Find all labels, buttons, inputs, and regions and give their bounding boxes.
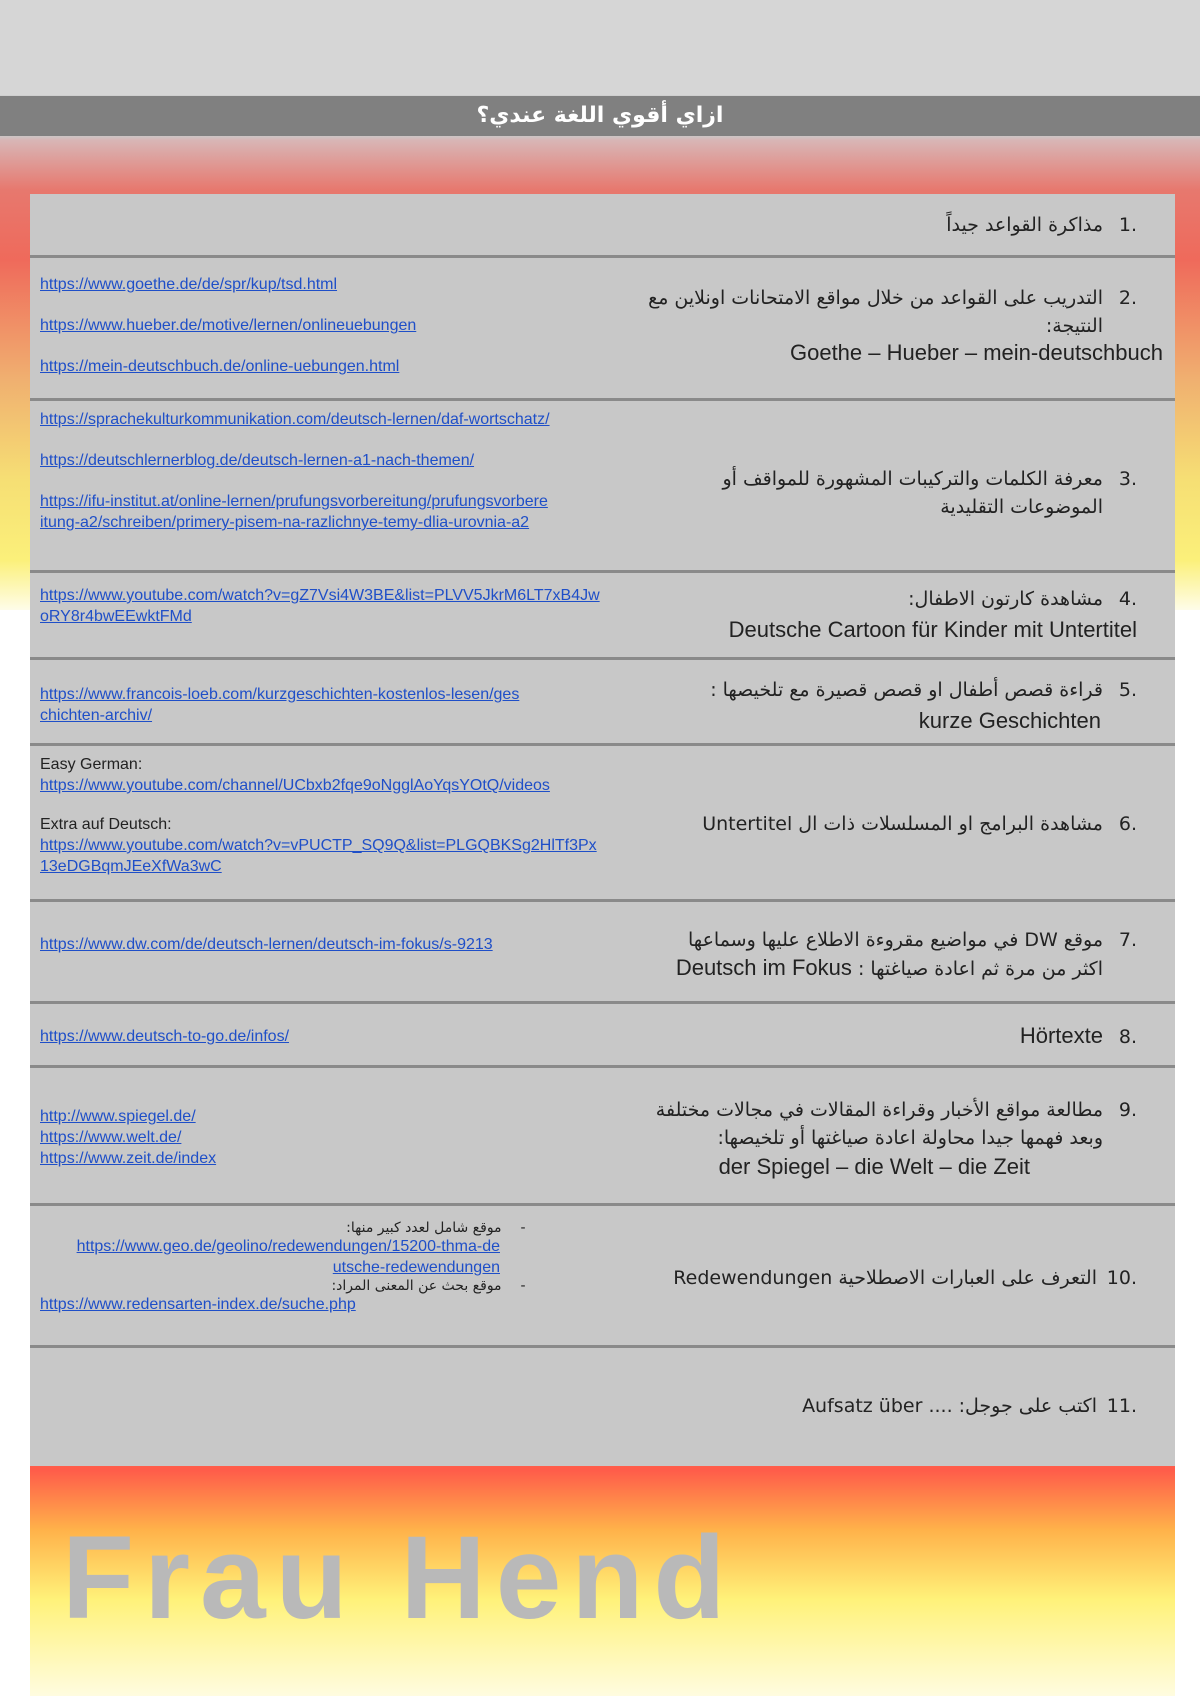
page-margin-left — [0, 610, 30, 1696]
row-number: .10 — [1106, 1267, 1137, 1289]
row-number: .9 — [1118, 1099, 1137, 1121]
link-mein-deutschbuch[interactable]: https://mein-deutschbuch.de/online-uebungen.html — [40, 358, 400, 375]
table-row — [30, 1348, 1175, 1466]
row-text: اكثر من مرة ثم اعادة صياغتها : — [857, 958, 1103, 980]
sites-names: Goethe – Hueber – mein-deutschbuch — [789, 340, 1163, 365]
hoertexte-label: Hörtexte — [1019, 1023, 1103, 1048]
sub-item: - موقع بحث عن المعنى المراد: — [331, 1278, 526, 1294]
row-number: .2 — [1118, 287, 1137, 309]
link-dw[interactable]: https://www.dw.com/de/deutsch-lernen/deutsch-im-fokus/s-9213 — [40, 936, 493, 953]
row-number: .8 — [1118, 1026, 1137, 1048]
watermark-logo: Frau Hend — [62, 1512, 736, 1644]
cartoon-label: Deutsche Cartoon für Kinder mit Untertitel — [728, 617, 1137, 642]
table-row — [30, 1206, 1175, 1348]
row-text: قراءة قصص أطفال او قصص قصيرة مع تلخيصها : — [710, 679, 1103, 701]
row-text: الموضوعات التقليدية — [940, 496, 1103, 518]
row-text: التعرف على العبارات الاصطلاحية Redewendungen — [673, 1267, 1097, 1289]
table-row — [30, 1004, 1175, 1068]
link-goethe[interactable]: https://www.goethe.de/de/spr/kup/tsd.html — [40, 276, 338, 293]
newspapers-label: der Spiegel – die Welt – die Zeit — [718, 1154, 1030, 1179]
extra-auf-deutsch-label: Extra auf Deutsch: — [40, 816, 172, 833]
row-text: مذاكرة القواعد جيداً — [946, 214, 1103, 236]
link-deutsch-to-go[interactable]: https://www.deutsch-to-go.de/infos/ — [40, 1028, 290, 1045]
link-youtube-cartoon[interactable]: https://www.youtube.com/watch?v=gZ7Vsi4W3BE&list=PLVV5JkrM6LT7xB4JwoRY8r4bwEEwktFMd — [40, 587, 600, 625]
row-text: النتيجة: — [1045, 315, 1103, 337]
link-sprachekultur[interactable]: https://sprachekulturkommunikation.com/deutsch-lernen/daf-wortschatz/ — [40, 411, 550, 428]
sub-item: - موقع شامل لعدد كبير منها: — [346, 1220, 526, 1236]
table-row — [30, 660, 1175, 746]
table-row — [30, 194, 1175, 258]
link-welt[interactable]: https://www.welt.de/ — [40, 1129, 182, 1146]
row-number: .4 — [1118, 588, 1137, 610]
row-text: وبعد فهمها جيدا محاولة اعادة صياغتها أو تلخيصها: — [717, 1127, 1103, 1149]
table-row — [30, 573, 1175, 660]
row-text: اكتب على جوجل: .... Aufsatz über — [802, 1395, 1097, 1417]
link-spiegel[interactable]: http://www.spiegel.de/ — [40, 1108, 196, 1125]
link-geolino[interactable]: https://www.geo.de/geolino/redewendungen/15200-thma-deutsche-redewendungen — [76, 1238, 500, 1276]
page-title: ازاي أقوي اللغة عندي؟ — [0, 96, 1200, 136]
row-text: موقع DW في مواضيع مقروءة الاطلاع عليها وسماعها — [688, 929, 1103, 951]
row-text: مشاهدة كارتون الاطفال: — [908, 588, 1103, 610]
link-easy-german[interactable]: https://www.youtube.com/channel/UCbxb2fqe9oNgglAoYqsYOtQ/videos — [40, 777, 550, 794]
link-ifu-institut[interactable]: https://ifu-institut.at/online-lernen/prufungsvorbereitung/prufungsvorbereitung-a2/schreiben/primery-pisem-na-razlichnye-temy-dlia-urovnia-a2 — [40, 493, 548, 531]
tips-table — [30, 194, 1175, 1466]
row-number: .3 — [1118, 468, 1137, 490]
row-number: .7 — [1118, 929, 1137, 951]
row-number: .11 — [1106, 1395, 1137, 1417]
link-zeit[interactable]: https://www.zeit.de/index — [40, 1150, 217, 1167]
sub-item-text: موقع بحث عن المعنى المراد: — [331, 1278, 502, 1294]
table-row — [30, 401, 1175, 573]
page-margin-right — [1175, 610, 1200, 1696]
row-text: التدريب على القواعد من خلال مواقع الامتحانات اونلاين مع — [648, 287, 1103, 309]
link-hueber[interactable]: https://www.hueber.de/motive/lernen/onlineuebungen — [40, 317, 417, 334]
table-row — [30, 258, 1175, 401]
table-row — [30, 1068, 1175, 1206]
row-text: مطالعة مواقع الأخبار وقراءة المقالات في مجالات مختلفة — [655, 1099, 1103, 1121]
table-row — [30, 746, 1175, 902]
link-deutschlernerblog[interactable]: https://deutschlernerblog.de/deutsch-lernen-a1-nach-themen/ — [40, 452, 475, 469]
sub-item-text: موقع شامل لعدد كبير منها: — [346, 1220, 502, 1236]
row-number: .5 — [1118, 679, 1137, 701]
row-text: مشاهدة البرامج او المسلسلات ذات ال Untertitel — [702, 813, 1103, 835]
table-row — [30, 902, 1175, 1004]
row-text: معرفة الكلمات والتركيبات المشهورة للمواقف أو — [722, 468, 1103, 490]
row-number: .1 — [1118, 214, 1137, 236]
row-number: .6 — [1118, 813, 1137, 835]
link-francois-loeb[interactable]: https://www.francois-loeb.com/kurzgeschichten-kostenlos-lesen/geschichten-archiv/ — [40, 686, 520, 724]
link-extra-auf-deutsch[interactable]: https://www.youtube.com/watch?v=vPUCTP_SQ9Q&list=PLGQBKSg2HlTf3Px13eDGBqmJEeXfWa3wC — [40, 837, 597, 875]
stories-label: kurze Geschichten — [918, 708, 1101, 733]
link-redensarten[interactable]: https://www.redensarten-index.de/suche.php — [40, 1296, 356, 1313]
easy-german-label: Easy German: — [40, 756, 143, 773]
dw-label: Deutsch im Fokus — [675, 955, 852, 980]
